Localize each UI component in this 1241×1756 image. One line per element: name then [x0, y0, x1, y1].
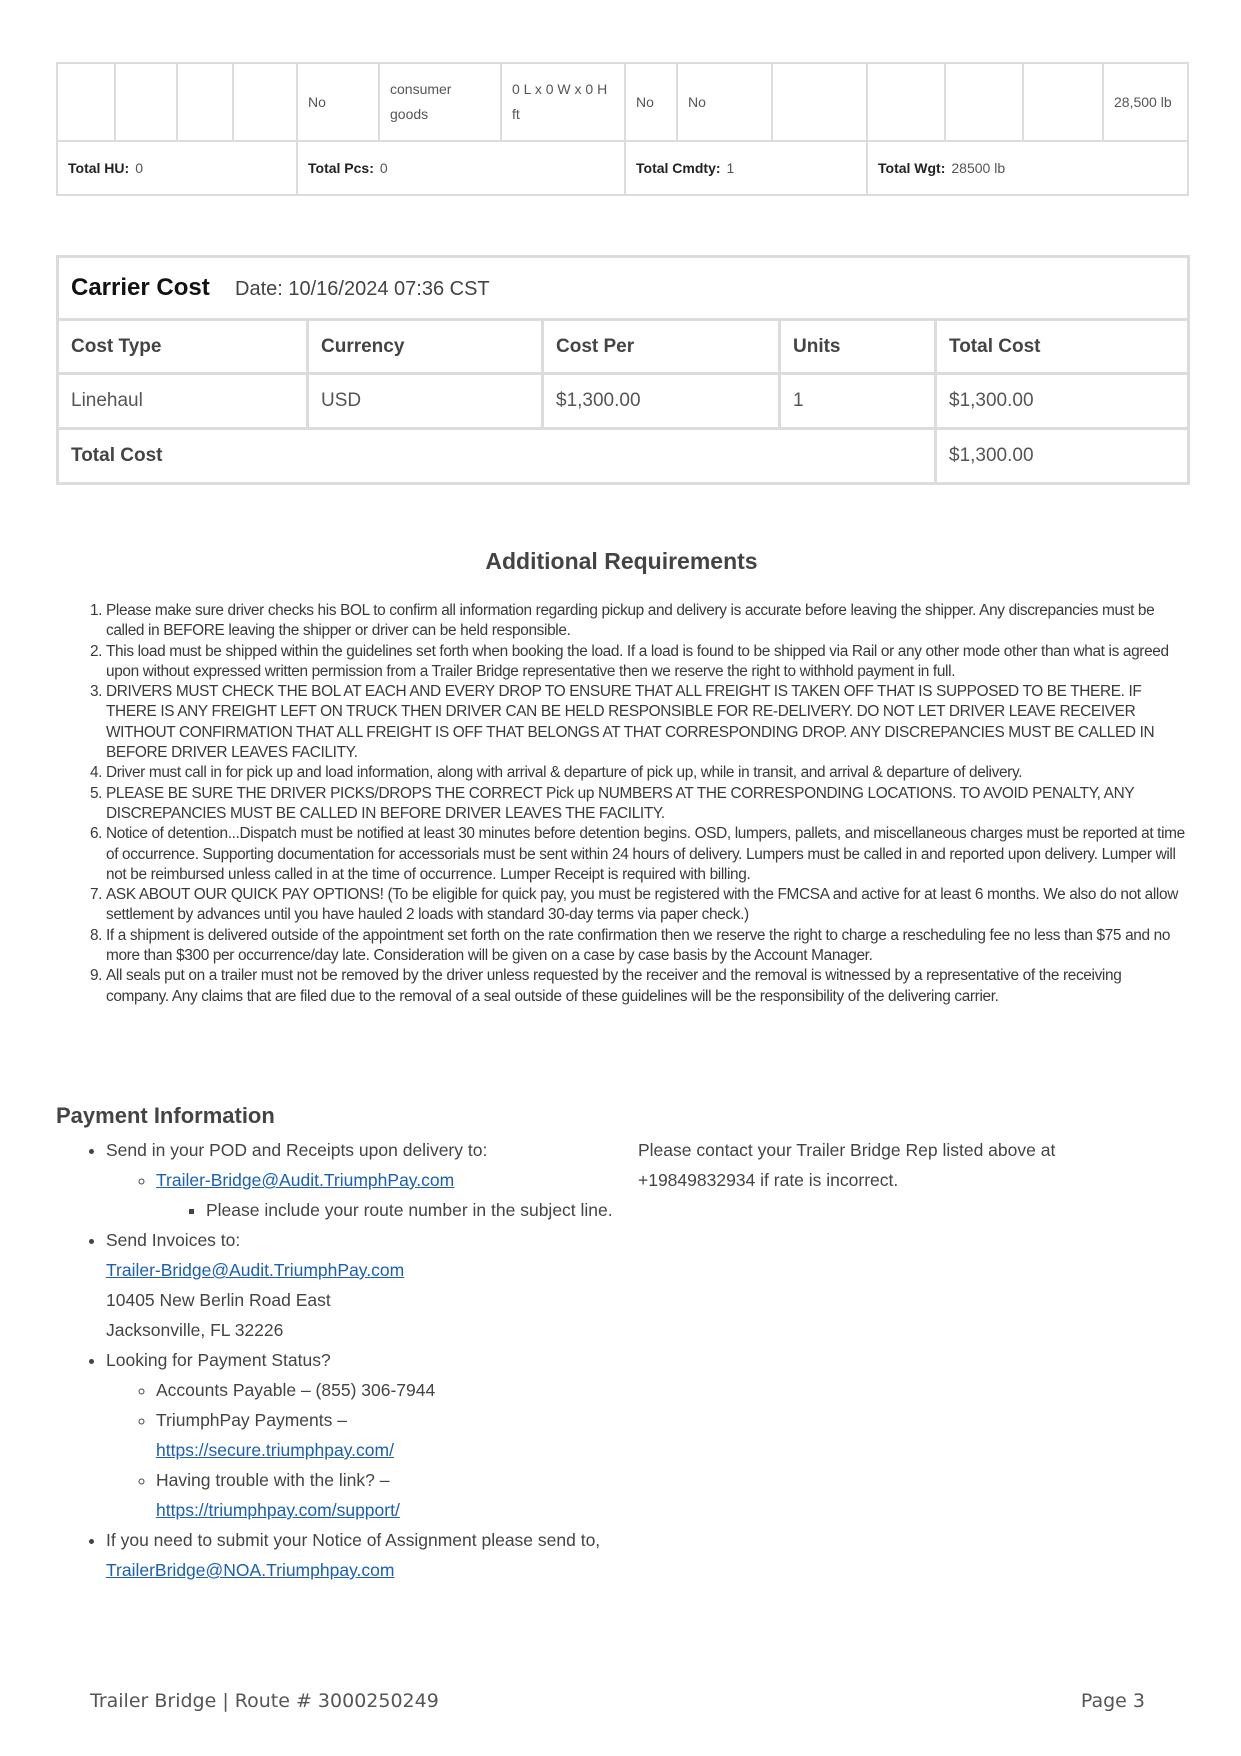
table-cell: No: [625, 63, 677, 141]
col-header-currency: Currency: [308, 320, 543, 374]
total-cost-value: $1,300.00: [936, 429, 1189, 484]
rate-contact-note: Please contact your Trailer Bridge Rep listed above at +19849832934 if rate is incorrect.: [638, 1140, 1056, 1190]
invoice-address-line2: Jacksonville, FL 32226: [106, 1320, 284, 1340]
support-link[interactable]: https://triumphpay.com/support/: [156, 1500, 400, 1520]
table-cell: No: [677, 63, 772, 141]
footer-route: Trailer Bridge | Route # 3000250249: [90, 1690, 439, 1712]
carrier-cost-table: [56, 255, 1190, 485]
status-intro: Looking for Payment Status?: [106, 1350, 331, 1370]
table-cell: [945, 63, 1023, 141]
col-header-total-cost: Total Cost: [936, 320, 1189, 374]
payment-information-title: Payment Information: [56, 1103, 275, 1128]
col-header-units: Units: [780, 320, 936, 374]
total-wgt-label: Total Wgt:: [878, 159, 946, 176]
table-row: [58, 374, 1189, 429]
table-cell: No: [297, 63, 379, 141]
total-hu-value: 0: [135, 159, 143, 176]
requirements-list: [106, 601, 1186, 1007]
pod-intro: Send in your POD and Receipts upon delivery to:: [106, 1140, 488, 1160]
list-item: 5. PLEASE BE SURE THE DRIVER PICKS/DROPS THE CORRECT Pick up NUMBERS AT THE CORRESPONDING LOCATIONS. TO AVOID PENALTY, ANY DISCREPANCIES MUST BE CALLED IN BEFORE DRIVER LEAVES THE FACILITY.: [106, 784, 1186, 825]
table-cell: [57, 63, 115, 141]
triumphpay-link[interactable]: https://secure.triumphpay.com/: [156, 1440, 394, 1460]
total-cmdty-label: Total Cmdty:: [636, 159, 721, 176]
list-item: [106, 1525, 616, 1585]
currency-cell: USD: [308, 374, 543, 429]
list-item: 3. DRIVERS MUST CHECK THE BOL AT EACH AND EVERY DROP TO ENSURE THAT ALL FREIGHT IS TAKEN OFF THAT IS SUPPOSED TO BE THERE. IF THERE IS ANY FREIGHT LEFT ON TRUCK THEN DRIVER CAN BE HELD RESPONSIBLE FOR RE-DELIVERY. DO NOT LET DRIVER LEAVE RECEIVER WITHOUT CONFIRMATION THAT ALL FREIGHT IS OFF THAT BELONGS AT THAT CORRESPONDING DROP. ANY DISCREPANCIES MUST BE CALLED IN BEFORE DRIVER LEAVES FACILITY.: [106, 682, 1186, 763]
table-cell: [1023, 63, 1103, 141]
noa-email-link[interactable]: TrailerBridge@NOA.Triumphpay.com: [106, 1560, 395, 1580]
cost-type-cell: Linehaul: [58, 374, 308, 429]
table-cell: [772, 63, 867, 141]
invoice-address-line1: 10405 New Berlin Road East: [106, 1290, 331, 1310]
table-row: [57, 63, 1188, 141]
commodity-table: [56, 62, 1189, 196]
total-pcs-label: Total Pcs:: [308, 159, 374, 176]
trouble-label: Having trouble with the link? –: [156, 1470, 390, 1490]
list-item: 6. Notice of detention...Dispatch must be notified at least 30 minutes before detention begins. OSD, lumpers, pallets, and miscellaneous charges must be reported at time of occurrence. Supporting documentation for accessorials must be sent within 24 hours of delivery. Lumpers must be called in and reported upon delivery. Lumper will not be reimbursed unless called in at the time of occurrence. Lumper Receipt is required with billing.: [106, 824, 1186, 885]
pod-email-link[interactable]: Trailer-Bridge@Audit.TriumphPay.com: [156, 1170, 455, 1190]
list-item: 4. Driver must call in for pick up and load information, along with arrival & departure of pick up, while in transit, and arrival & departure of delivery.: [106, 763, 1186, 783]
list-item: 1. Please make sure driver checks his BOL to confirm all information regarding pickup and delivery is accurate before leaving the shipper. Any discrepancies must be called in BEFORE leaving the shipper or driver can be held responsible.: [106, 601, 1186, 642]
table-cell: [115, 63, 177, 141]
pod-note: ▪ Please include your route number in the subject line.: [206, 1195, 616, 1225]
cost-per-cell: $1,300.00: [543, 374, 780, 429]
total-cost-cell: $1,300.00: [936, 374, 1189, 429]
list-item: [106, 1225, 616, 1345]
footer-page-number: Page 3: [1080, 1690, 1145, 1712]
list-item: 9. All seals put on a trailer must not be removed by the driver unless requested by the receiver and the removal is witnessed by a representative of the receiving company. Any claims that are filed due to the removal of a seal outside of these guidelines will be the responsibility of the delivering carrier.: [106, 966, 1186, 1007]
list-item: 7. ASK ABOUT OUR QUICK PAY OPTIONS! (To be eligible for quick pay, you must be registered with the FMCSA and active for at least 6 months. We also do not allow settlement by advances until you have hauled 2 loads with standard 30-day terms via paper check.): [106, 885, 1186, 926]
total-wgt-value: 28500 lb: [951, 159, 1006, 176]
list-item: 8. If a shipment is delivered outside of the appointment set forth on the rate confirmation then we reserve the right to charge a rescheduling fee no less than $75 and no more than $300 per occurrence/day late. Consideration will be given on a case by case basis by the Account Manager.: [106, 926, 1186, 967]
total-cmdty-value: 1: [726, 159, 735, 176]
total-hu: [57, 141, 297, 195]
list-item: [156, 1465, 616, 1525]
total-cost-label: Total Cost: [58, 429, 936, 484]
invoice-intro: Send Invoices to:: [106, 1230, 241, 1250]
table-cell: consumer goods: [379, 63, 501, 141]
accounts-payable: ◦ Accounts Payable – (855) 306-7944: [156, 1375, 616, 1405]
carrier-cost-title-row: [58, 257, 1189, 320]
carrier-cost-date: Date: 10/16/2024 07:36 CST: [235, 278, 490, 300]
cost-header-row: [58, 320, 1189, 374]
list-item: [106, 1135, 616, 1225]
triumphpay-label: TriumphPay Payments –: [156, 1410, 347, 1430]
list-item: 2. This load must be shipped within the guidelines set forth when booking the load. If a load is found to be shipped via Rail or any other mode other than what is agreed upon without expressed written permission from a Trailer Bridge representative then we reserve the right to withhold payment in full.: [106, 642, 1186, 683]
total-cmdty: [625, 141, 867, 195]
carrier-cost-title: Carrier Cost: [71, 274, 210, 301]
total-cost-row: [58, 429, 1189, 484]
table-cell: [867, 63, 945, 141]
col-header-cost-per: Cost Per: [543, 320, 780, 374]
total-pcs-value: 0: [379, 159, 388, 176]
table-cell: 0 L x 0 W x 0 H ft: [501, 63, 625, 141]
additional-requirements-title: Additional Requirements: [485, 548, 758, 574]
list-item: [156, 1165, 616, 1225]
totals-row: [57, 141, 1188, 195]
list-item: [156, 1405, 616, 1465]
list-item: [106, 1345, 616, 1525]
table-cell: [233, 63, 297, 141]
col-header-cost-type: Cost Type: [58, 320, 308, 374]
payment-instructions: [56, 1135, 616, 1585]
units-cell: 1: [780, 374, 936, 429]
total-hu-label: Total HU:: [68, 159, 130, 176]
total-pcs: [297, 141, 625, 195]
invoice-email-link[interactable]: Trailer-Bridge@Audit.TriumphPay.com: [106, 1260, 405, 1280]
table-cell: [177, 63, 233, 141]
total-wgt: [867, 141, 1188, 195]
noa-text: If you need to submit your Notice of Assignment please send to,: [106, 1530, 601, 1550]
table-cell: 28,500 lb: [1103, 63, 1188, 141]
